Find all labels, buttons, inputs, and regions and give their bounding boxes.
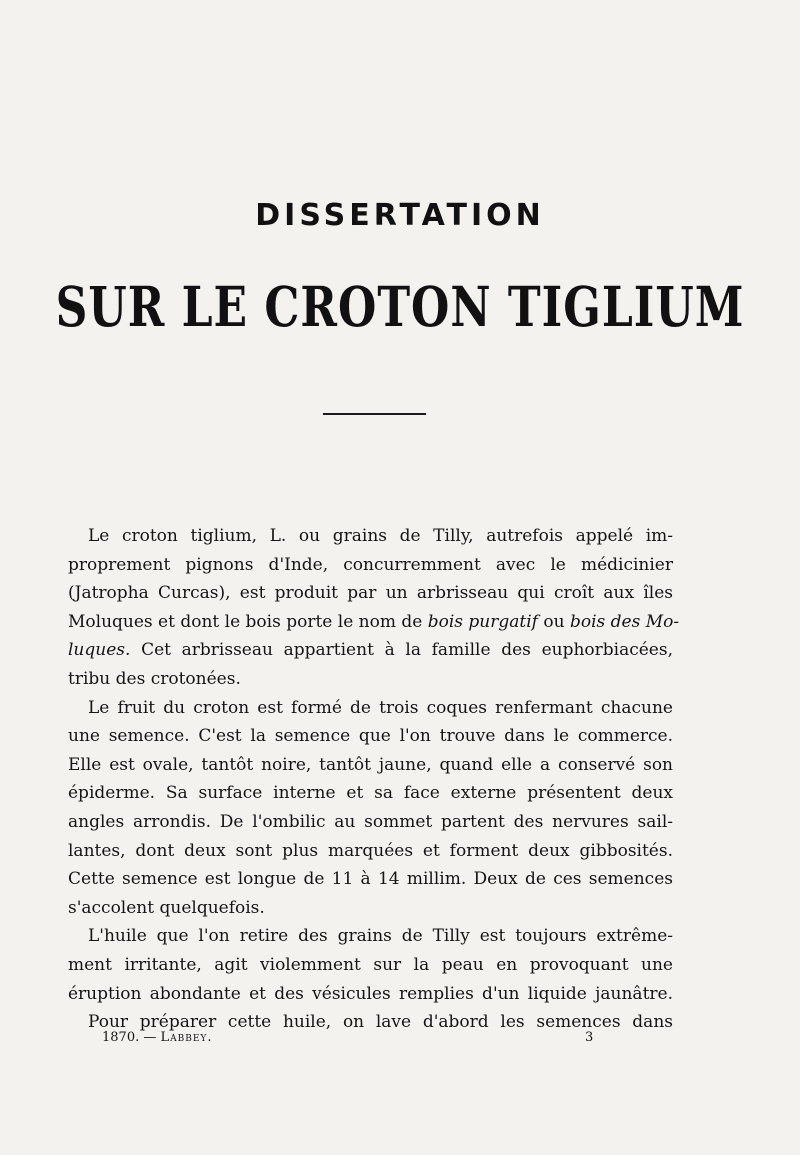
text-line: (Jatropha Curcas), est produit par un arbrisseau qui croît aux îles	[68, 583, 673, 604]
text-line: Le croton tiglium, L. ou grains de Tilly, autrefois appelé im-	[88, 526, 673, 546]
author-signature	[102, 1030, 213, 1045]
text-line: une semence. C'est la semence que l'on trouve dans le commerce.	[68, 726, 673, 747]
text-line: Moluques et dont le bois porte le nom de bois purgatif ou bois des Mo-	[68, 611, 680, 632]
text-line: Cette semence est longue de 11 à 14 millim. Deux de ces semences	[68, 869, 673, 890]
text-line: épiderme. Sa surface interne et sa face externe présentent deux	[68, 783, 673, 804]
page-subtitle: SUR LE CROTON TIGLIUM	[55, 276, 745, 340]
sheet-number: 3	[585, 1030, 594, 1045]
signature-name: Labbey.	[160, 1030, 213, 1045]
signature-dash: —	[143, 1030, 157, 1045]
text-line: Pour préparer cette huile, on lave d'abord les semences dans	[88, 1012, 673, 1033]
page-title: DISSERTATION	[255, 198, 545, 233]
text-line: ment irritante, agit violemment sur la peau en provoquant une	[68, 954, 673, 975]
body-text	[68, 522, 680, 1037]
text-line: s'accolent quelquefois.	[68, 897, 265, 918]
text-line: L'huile que l'on retire des grains de Tilly est toujours extrême-	[88, 926, 673, 947]
text-line: proprement pignons d'Inde, concurremment avec le médicinier	[68, 554, 673, 575]
text-line: lantes, dont deux sont plus marquées et forment deux gibbosités.	[68, 840, 673, 861]
text-line: luques. Cet arbrisseau appartient à la famille des euphorbiacées,	[68, 640, 673, 661]
text-line: angles arrondis. De l'ombilic au sommet partent des nervures sail-	[68, 811, 673, 832]
title-rule	[323, 413, 426, 415]
text-line: Le fruit du croton est formé de trois coques renfermant chacune	[88, 697, 673, 718]
signature-year: 1870.	[102, 1030, 140, 1045]
text-line: éruption abondante et des vésicules remplies d'un liquide jaunâtre.	[68, 983, 673, 1004]
text-line: Elle est ovale, tantôt noire, tantôt jaune, quand elle a conservé son	[68, 754, 673, 775]
text-line: tribu des crotonées.	[68, 668, 241, 689]
